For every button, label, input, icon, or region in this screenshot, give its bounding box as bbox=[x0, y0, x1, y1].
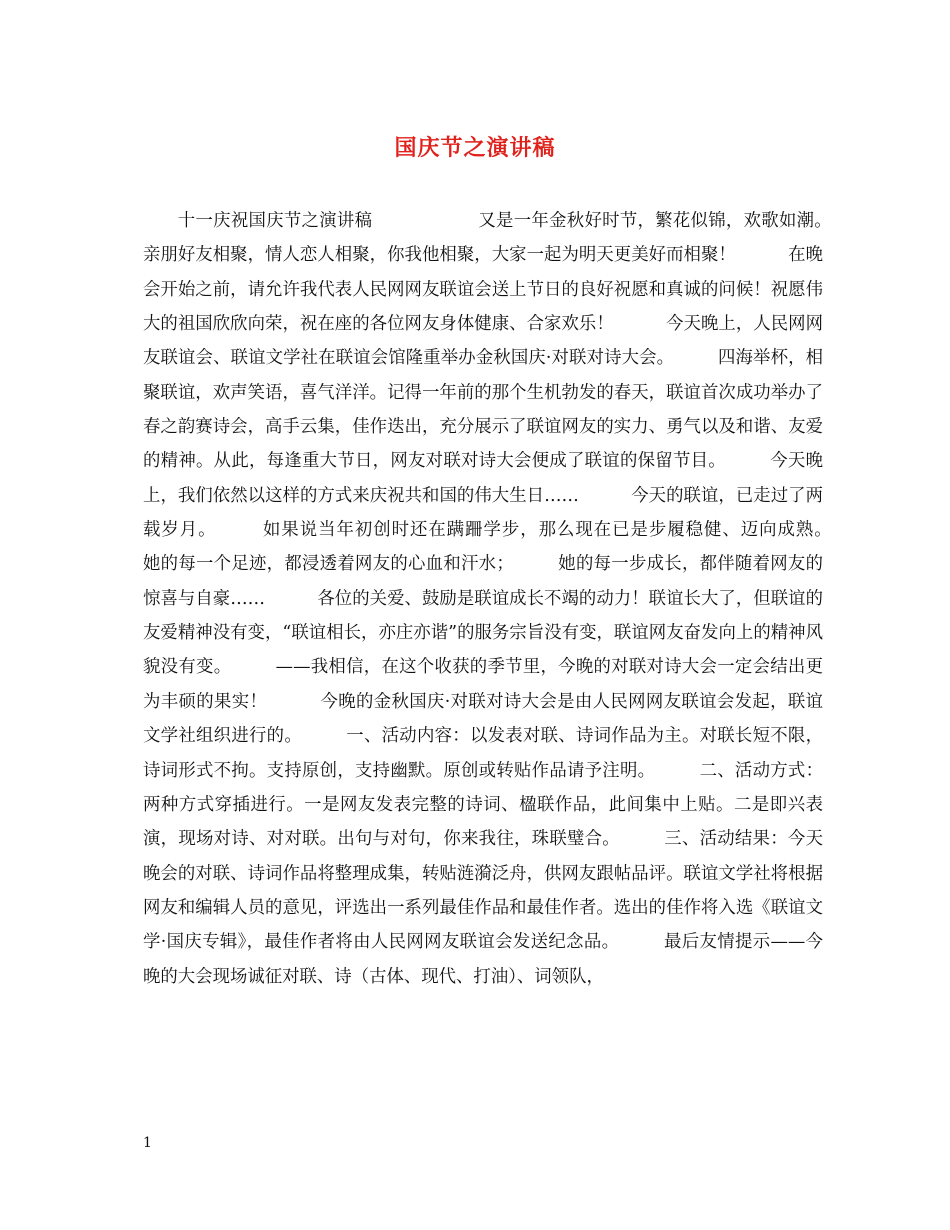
document-title: 国庆节之演讲稿 bbox=[394, 135, 556, 161]
page-number: 1 bbox=[143, 1135, 152, 1151]
body-paragraph: 十一庆祝国庆节之演讲稿 又是一年金秋好时节，繁花似锦，欢歌如潮。 亲朋好友相聚，情人恋人相聚，你我他相聚，大家一起为明天更美好而相聚！ 在晚会开始之前，请允许我代表人民网网友联谊会送上节日的良好祝愿和真诚的问候！祝愿伟大的祖国欣欣向荣，祝在座的各位网友身体健康、合家欢乐！ 今天晚上，人民网网友联谊会、联谊文学社在联谊会馆隆重举办金秋国庆·对联对诗大会。 四海举杯，相聚联谊，欢声笑语，喜气洋洋。记得一年前的那个生机勃发的春天，联谊首次成功举办了春之韵赛诗会，高手云集，佳作迭出，充分展示了联谊网友的实力、勇气以及和谐、友爱的精神。从此，每逢重大节日，网友对联对诗大会便成了联谊的保留节目。 今天晚上，我们依然以这样的方式来庆祝共和国的伟大生日…… 今天的联谊，已走过了两载岁月。 如果说当年初创时还在蹒跚学步，那么现在已是步履稳健、迈向成熟。 她的每一个足迹，都浸透着网友的心血和汗水； 她的每一步成长，都伴随着网友的惊喜与自豪…… 各位的关爱、鼓励是联谊成长不竭的动力！联谊长大了，但联谊的友爱精神没有变，“联谊相长，亦庄亦谐”的服务宗旨没有变，联谊网友奋发向上的精神风貌没有变。 ——我相信，在这个收获的季节里，今晚的对联对诗大会一定会结出更为丰硕的果实！ 今晚的金秋国庆·对联对诗大会是由人民网网友联谊会发起，联谊文学社组织进行的。 一、活动内容：以发表对联、诗词作品为主。对联长短不限，诗词形式不拘。支持原创，支持幽默。原创或转贴作品请予注明。 二、活动方式：两种方式穿插进行。一是网友发表完整的诗词、楹联作品，此间集中上贴。二是即兴表演，现场对诗、对对联。出句与对句，你来我往，珠联璧合。 三、活动结果：今天晚会的对联、诗词作品将整理成集，转贴涟漪泛舟，供网友跟帖品评。联谊文学社将根据网友和编辑人员的意见，评选出一系列最佳作品和最佳作者。选出的佳作将入选《联谊文学·国庆专辑》，最佳作者将由人民网网友联谊会发送纪念品。 最后友情提示——今晚的大会现场诚征对联、诗（古体、现代、打油）、词领队， bbox=[143, 211, 876, 987]
